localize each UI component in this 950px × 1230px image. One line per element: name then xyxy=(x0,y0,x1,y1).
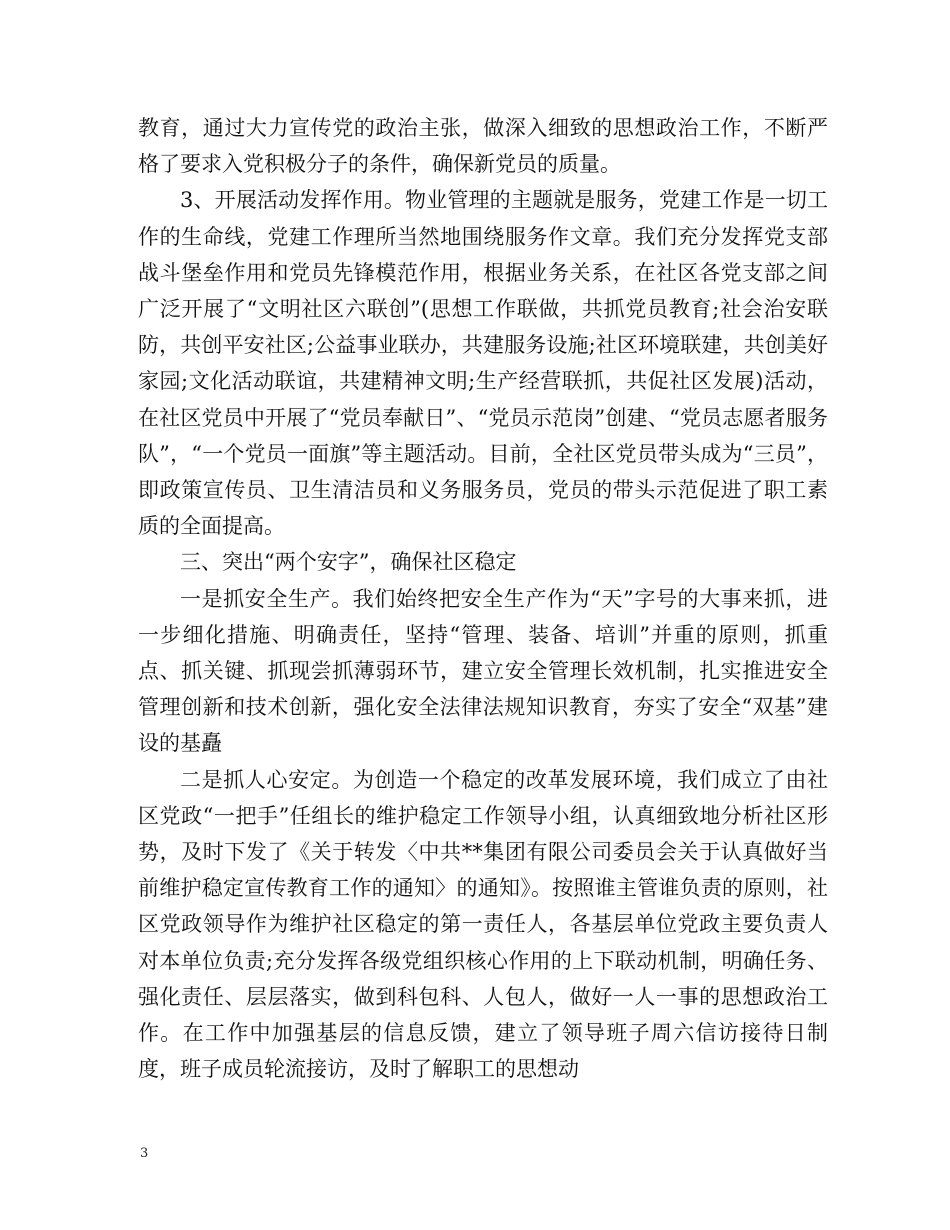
paragraph-safety-production: 一是抓安全生产。我们始终把安全生产作为“天”字号的大事来抓，进一步细化措施、明确责任，坚持“管理、装备、培训”并重的原则，抓重点、抓关键、抓现尝抓薄弱环节，建立安全管理长效机制，扎实推进安全管理创新和技术创新，强化安全法律法规知识教育，夯实了安全“双基”建设的基矗 xyxy=(138,586,828,756)
paragraph-stability: 二是抓人心安定。为创造一个稳定的改革发展环境，我们成立了由社区党政“一把手”任组长的维护稳定工作领导小组，认真细致地分析社区形势，及时下发了《关于转发〈中共**集团有限公司委员会关于认真做好当前维护稳定宣传教育工作的通知〉的通知》。按照谁主管谁负责的原则，社区党政领导作为维护社区稳定的第一责任人，各基层单位党政主要负责人对本单位负责;充分发挥各级党组织核心作用的上下联动机制，明确任务、强化责任、层层落实，做到科包科、人包人，做好一人一事的思想政治工作。在工作中加强基层的信息反馈，建立了领导班子周六信访接待日制度，班子成员轮流接访，及时了解职工的思想动 xyxy=(138,767,828,1082)
page-number: 3 xyxy=(140,1146,149,1161)
section-heading: 三、突出“两个安字”，确保社区稳定 xyxy=(180,550,517,575)
paragraph-continuation: 教育，通过大力宣传党的政治主张，做深入细致的思想政治工作，不断严格了要求入党积极分子的条件，确保新党员的质量。 xyxy=(138,116,828,177)
document-body xyxy=(138,110,828,1087)
paragraph-activities: 3、开展活动发挥作用。物业管理的主题就是服务，党建工作是一切工作的生命线，党建工作理所当然地围绕服务作文章。我们充分发挥党支部战斗堡垒作用和党员先锋模范作用，根据业务关系，在社区各党支部之间广泛开展了“文明社区六联创”(思想工作联做，共抓党员教育;社会治安联防，共创平安社区;公益事业联办，共建服务设施;社区环境联建，共创美好家园;文化活动联谊，共建精神文明;生产经营联抓，共促社区发展)活动，在社区党员中开展了“党员奉献日”、“党员示范岗”创建、“党员志愿者服务队”，“一个党员一面旗”等主题活动。目前，全社区党员带头成为“三员”，即政策宣传员、卫生清洁员和义务服务员，党员的带头示范促进了职工素质的全面提高。 xyxy=(138,188,828,539)
